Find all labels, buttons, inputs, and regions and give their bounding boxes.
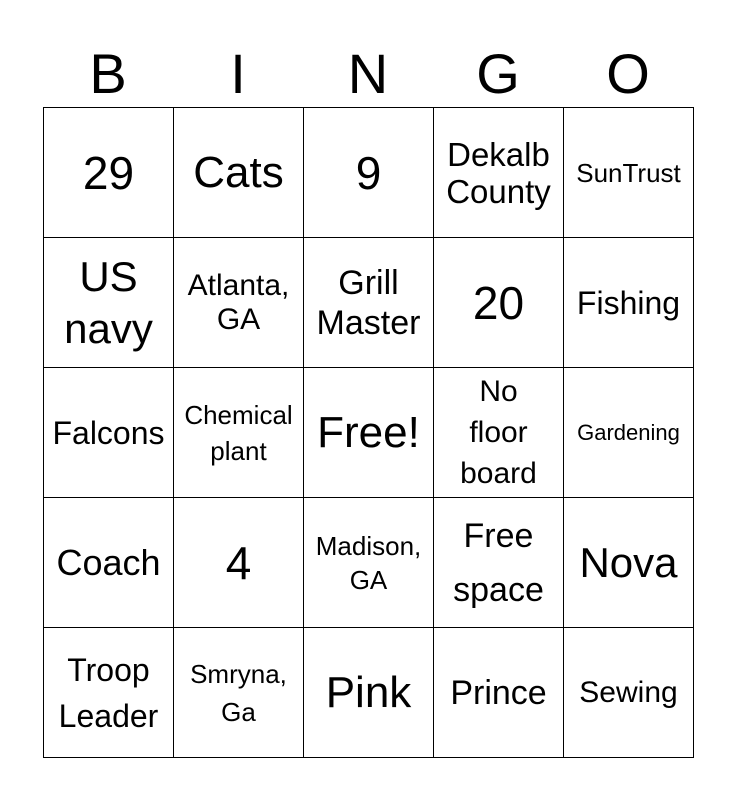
cell-text: Gardening — [577, 419, 680, 445]
header-letter-n: N — [347, 42, 389, 105]
cell-text: Sewing — [579, 675, 678, 709]
cell-text: Fishing — [576, 284, 681, 321]
cell-text: 9 — [355, 146, 382, 199]
bingo-cell[interactable] — [564, 238, 694, 368]
bingo-cell[interactable] — [564, 368, 694, 498]
bingo-cell[interactable] — [174, 108, 304, 238]
bingo-cell[interactable] — [174, 628, 304, 758]
cell-text: Coach — [56, 541, 161, 583]
cell-text: US navy — [64, 252, 153, 352]
cell-text: Free space — [453, 516, 544, 609]
cell-text: 29 — [82, 146, 135, 199]
cell-text: Prince — [450, 673, 547, 712]
cell-text: 4 — [225, 536, 252, 589]
bingo-cell[interactable] — [44, 108, 174, 238]
cell-text: Troop Leader — [58, 651, 159, 734]
bingo-cell[interactable] — [434, 238, 564, 368]
bingo-cell[interactable] — [564, 498, 694, 628]
bingo-header — [43, 40, 693, 108]
cell-text: Chemical plant — [184, 399, 293, 466]
header-letter-o: O — [606, 42, 650, 105]
bingo-cell[interactable] — [174, 238, 304, 368]
cell-text: Nova — [579, 538, 678, 586]
bingo-cell[interactable] — [434, 368, 564, 498]
bingo-cell[interactable] — [44, 498, 174, 628]
cell-text: Smryna, Ga — [190, 658, 287, 727]
cell-text: 20 — [472, 276, 525, 329]
cell-text: Madison, GA — [315, 530, 422, 595]
header-letter-g: G — [476, 42, 520, 105]
cell-text: Pink — [325, 667, 412, 717]
cell-text: Atlanta, GA — [187, 268, 290, 336]
bingo-cell[interactable] — [564, 108, 694, 238]
bingo-cell[interactable] — [304, 368, 434, 498]
bingo-cell[interactable] — [304, 498, 434, 628]
bingo-cell[interactable] — [564, 628, 694, 758]
bingo-cell[interactable] — [44, 628, 174, 758]
bingo-cell[interactable] — [304, 108, 434, 238]
bingo-cell[interactable] — [434, 108, 564, 238]
header-letter-i: I — [230, 42, 246, 105]
cell-text: SunTrust — [576, 157, 681, 188]
cell-text: Cats — [193, 147, 284, 197]
header-letter-b: B — [89, 42, 127, 105]
cell-text: Dekalb County — [446, 135, 551, 210]
bingo-cell[interactable] — [434, 498, 564, 628]
bingo-cell[interactable] — [174, 368, 304, 498]
cell-text: Grill Master — [316, 263, 421, 342]
bingo-cell[interactable] — [174, 498, 304, 628]
bingo-grid — [43, 107, 694, 758]
bingo-cell[interactable] — [434, 628, 564, 758]
bingo-cell[interactable] — [44, 238, 174, 368]
cell-text: No floor board — [460, 375, 537, 490]
bingo-cell[interactable] — [304, 238, 434, 368]
bingo-cell[interactable] — [44, 368, 174, 498]
cell-text: Falcons — [52, 414, 165, 451]
cell-text: Free! — [317, 407, 420, 457]
bingo-cell[interactable] — [304, 628, 434, 758]
